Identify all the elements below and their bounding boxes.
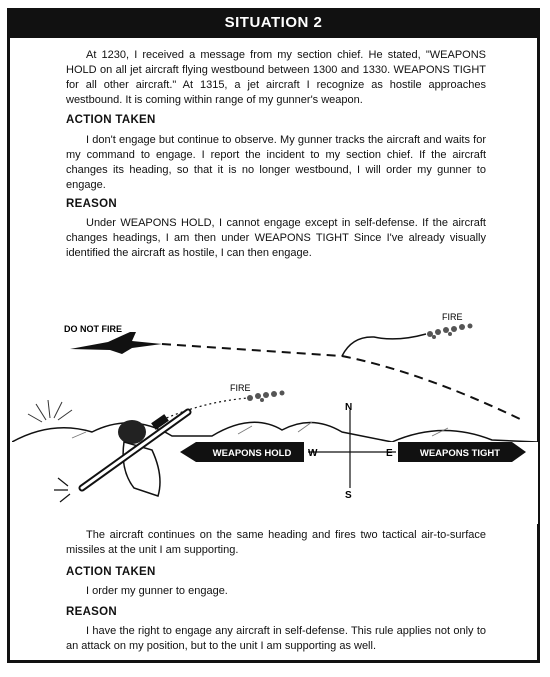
missile-burst-mid [247, 391, 285, 403]
reason-text-2: I have the right to engage any aircraft in self-defense. This rule applies not only to an attack on my position, but to the unit I am supporting as well. [66, 625, 486, 652]
action-taken-text-1: I don't engage but continue to observe. My gunner tracks the aircraft and waits for my command to engage. I report the incident to my section chief. If the aircraft changes its heading, so that it is no longer westbound, I will order my gunner to engage. [66, 134, 486, 191]
missile-burst-top [427, 324, 473, 340]
jet-aircraft-icon [70, 332, 162, 354]
aircraft-flight-path [162, 344, 342, 356]
fire-label-mid: FIRE [230, 383, 251, 393]
reason-heading-1: REASON [66, 198, 118, 210]
action-taken-heading-2: ACTION TAKEN [66, 566, 156, 578]
engagement-illustration [12, 292, 538, 524]
sun-burst-icon [28, 400, 72, 422]
svg-text:WEAPONS TIGHT: WEAPONS TIGHT [419, 448, 501, 459]
reason-text-1: Under WEAPONS HOLD, I cannot engage except in self-defense. If the aircraft changes headings, I am then under WEAPONS TIGHT Since I've already visually identified the aircraft as hostile, I can then engage. [66, 217, 486, 259]
aircraft-flight-path-east [342, 356, 522, 420]
mountain-ridge [12, 422, 538, 442]
reason-heading-2: REASON [66, 606, 118, 618]
svg-text:W: W [308, 448, 318, 459]
missile-track-mid [162, 398, 248, 420]
missile-track-top [342, 334, 426, 356]
page-title: SITUATION 2 [7, 8, 540, 38]
svg-text:N: N [345, 402, 353, 413]
action-taken-text-2: I order my gunner to engage. [86, 585, 228, 597]
fire-label-top: FIRE [442, 312, 463, 322]
intro-paragraph: At 1230, I received a message from my section chief. He stated, "WEAPONS HOLD on all jet aircraft flying westbound between 1300 and 1330. WEAPONS TIGHT for all other aircraft." At 1315, a jet aircraft I recognize as hostile approaches westbound. It is coming within range of my gunner's weapon. [66, 49, 486, 106]
weapons-tight-arrow [398, 442, 526, 462]
do-not-fire-label: DO NOT FIRE [64, 324, 122, 334]
svg-text:S: S [345, 490, 352, 501]
action-taken-heading-1: ACTION TAKEN [66, 114, 156, 126]
svg-text:E: E [386, 448, 393, 459]
followup-paragraph: The aircraft continues on the same heading and fires two tactical air-to-surface missiles at the unit I am supporting. [66, 529, 486, 556]
svg-text:WEAPONS HOLD: WEAPONS HOLD [212, 448, 292, 459]
weapons-hold-arrow [180, 442, 304, 462]
